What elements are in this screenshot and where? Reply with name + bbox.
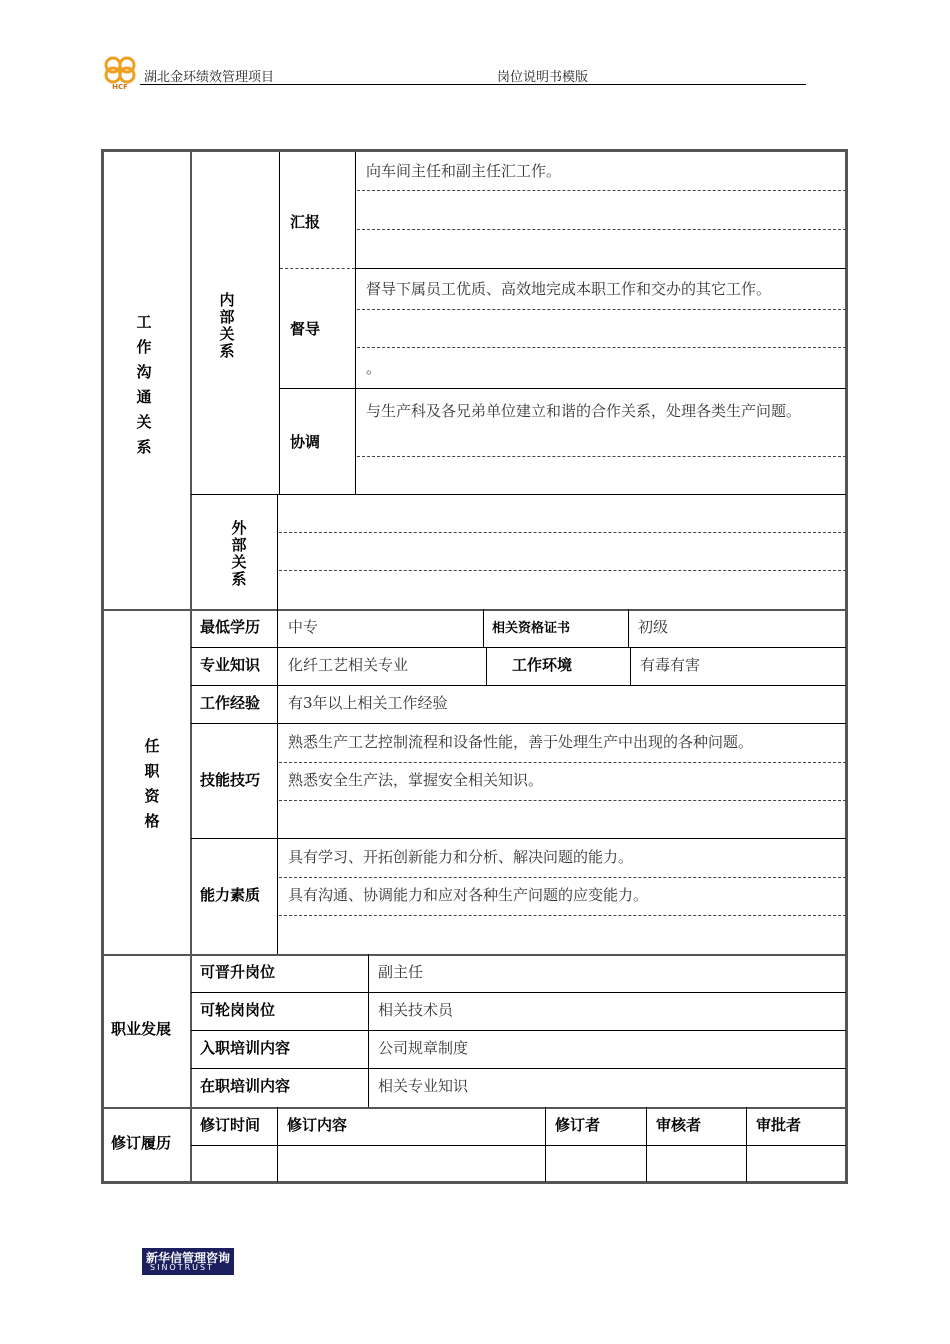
consultancy-logo-en: SINOTRUST [150,1263,214,1272]
report-label: 汇报 [290,213,321,231]
divider [277,1107,278,1182]
coordinate-text: 与生产科及各兄弟单位建立和谐的合作关系，处理各类生产问题。 [366,402,802,420]
company-logo [100,54,140,90]
career-row-value: 相关专业知识 [378,1077,469,1095]
dashed-rule [279,800,846,801]
dashed-rule [357,190,846,191]
divider [191,685,846,686]
divider [483,609,484,647]
qualification-section-label: 任职资格 [144,737,160,830]
divider [646,1107,647,1182]
report-text: 向车间主任和副主任汇工作。 [366,162,562,180]
environment-value: 有毒有害 [640,656,701,674]
revision-header: 修订者 [555,1116,601,1134]
project-name: 湖北金环绩效管理项目 [144,70,275,85]
divider [191,494,846,495]
career-row-label: 在职培训内容 [200,1077,291,1095]
logo-text: HCF [112,83,128,90]
certificate-label: 相关资格证书 [492,621,571,636]
certificate-value: 初级 [638,618,669,636]
divider [279,152,280,494]
divider [279,388,846,389]
divider [191,992,846,993]
dashed-rule [357,456,846,457]
divider [191,723,846,724]
divider [191,647,846,648]
ability-item: 具有沟通、协调能力和应对各种生产问题的应变能力。 [288,886,649,904]
education-value: 中专 [288,618,319,636]
career-row-value: 相关技术员 [378,1001,454,1019]
internal-relations-label: 内部关系 [219,291,235,360]
knowledge-value: 化纤工艺相关专业 [288,656,409,674]
divider [628,609,629,647]
career-row-label: 可晋升岗位 [200,963,276,981]
consultancy-logo [142,1248,234,1275]
dashed-rule [279,570,846,571]
ability-label: 能力素质 [200,886,261,904]
dashed-rule [280,268,355,269]
divider [191,1068,846,1069]
supervise-text-end: 。 [366,359,382,377]
coordinate-label: 协调 [290,433,321,451]
career-section-label: 职业发展 [111,1020,172,1038]
skill-item: 熟悉安全生产法，掌握安全相关知识。 [288,771,544,789]
knowledge-label: 专业知识 [200,656,261,674]
ability-item: 具有学习、开拓创新能力和分析、解决问题的能力。 [288,848,634,866]
dashed-rule [357,309,846,310]
dashed-rule [279,877,846,878]
dashed-rule [357,229,846,230]
consultancy-logo-cn: 新华信管理咨询 [146,1251,231,1265]
divider [190,152,192,1182]
experience-value: 有3年以上相关工作经验 [288,694,448,712]
header-rule [140,84,806,85]
divider [545,1107,546,1182]
revision-header: 审批者 [756,1116,802,1134]
revision-header: 修订时间 [200,1116,261,1134]
divider [486,647,487,685]
dashed-rule [279,915,846,916]
career-row-label: 可轮岗岗位 [200,1001,276,1019]
supervise-text: 督导下属员工优质、高效地完成本职工作和交办的其它工作。 [366,280,772,298]
divider [104,954,846,956]
career-row-value: 副主任 [378,963,424,981]
divider [630,647,631,685]
divider [746,1107,747,1182]
divider [277,609,278,954]
dashed-rule [279,762,846,763]
divider [191,838,846,839]
skill-item: 熟悉生产工艺控制流程和设备性能，善于处理生产中出现的各种问题。 [288,733,754,751]
divider [104,609,846,611]
supervise-label: 督导 [290,320,321,338]
divider [277,494,278,609]
experience-label: 工作经验 [200,694,261,712]
divider [104,1107,846,1109]
education-label: 最低学历 [200,618,261,636]
external-relations-label: 外部关系 [231,519,247,588]
divider [355,152,356,494]
divider [191,1030,846,1031]
divider [355,268,846,269]
revision-section-label: 修订履历 [111,1134,172,1152]
communication-section-label: 工作沟通关系 [136,313,152,456]
skills-label: 技能技巧 [200,771,261,789]
dashed-rule [357,347,846,348]
divider [191,1145,846,1146]
career-row-label: 入职培训内容 [200,1039,291,1057]
environment-label: 工作环境 [512,656,573,674]
revision-header: 审核者 [656,1116,702,1134]
dashed-rule [279,532,846,533]
revision-header: 修订内容 [287,1116,348,1134]
doc-title: 岗位说明书模版 [497,70,589,85]
career-row-value: 公司规章制度 [378,1039,469,1057]
